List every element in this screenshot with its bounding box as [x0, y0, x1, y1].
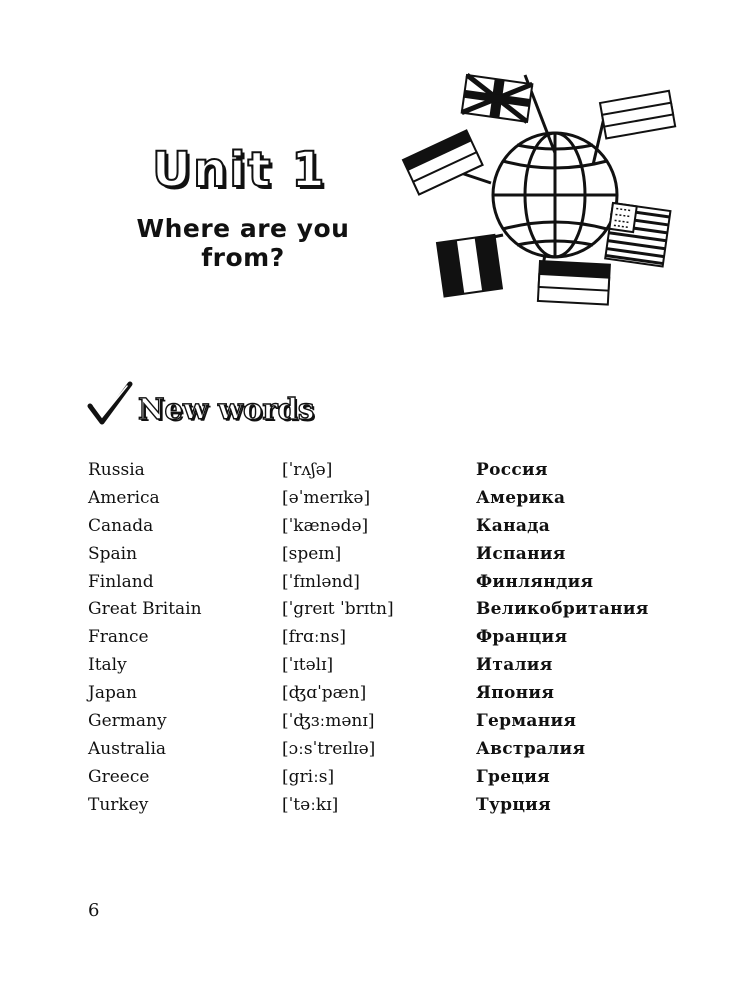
- russian-translation: Франция: [476, 627, 568, 648]
- vocabulary-row: [88, 680, 688, 708]
- russian-translation: Япония: [476, 683, 555, 704]
- vocabulary-row: [88, 596, 688, 624]
- unit-subtitle: Where are you from?: [136, 214, 350, 272]
- vocabulary-row: [88, 457, 688, 485]
- english-word: America: [88, 487, 160, 508]
- russian-translation: Австралия: [476, 738, 586, 759]
- transcription: [ˈʤɜːmənɪ]: [282, 711, 375, 732]
- section-title: New words: [138, 392, 315, 426]
- english-word: Great Britain: [88, 599, 202, 620]
- transcription: [ˈfɪnlənd]: [282, 571, 360, 592]
- vocabulary-row: [88, 764, 688, 792]
- russian-translation: Финляндия: [476, 571, 594, 592]
- transcription: [əˈmerɪkə]: [282, 487, 371, 508]
- vocabulary-row: [88, 569, 688, 597]
- english-word: Italy: [88, 655, 127, 676]
- transcription: [ˈrʌʃə]: [282, 460, 333, 480]
- globe-flags-illustration: [395, 65, 685, 325]
- russian-translation: Великобритания: [476, 599, 649, 620]
- usa-flag-icon: [605, 203, 670, 267]
- transcription: [ˈgreɪt ˈbrɪtn]: [282, 599, 394, 620]
- english-word: France: [88, 627, 149, 648]
- transcription: [ʤɑˈpæn]: [282, 683, 367, 704]
- russian-translation: Испания: [476, 543, 566, 564]
- russian-translation: Америка: [476, 487, 566, 508]
- russian-translation: Греция: [476, 766, 550, 787]
- vocabulary-row: [88, 624, 688, 652]
- tricolor-flag-icon: [403, 130, 491, 194]
- transcription: [ˈkænədə]: [282, 515, 369, 536]
- english-word: Russia: [88, 460, 145, 480]
- transcription: [ˈɪtəlɪ]: [282, 655, 334, 676]
- english-word: Greece: [88, 766, 150, 787]
- english-word: Australia: [88, 738, 167, 759]
- english-word: Turkey: [88, 794, 149, 815]
- vertical-tricolor-flag-icon: [437, 235, 503, 297]
- vocabulary-list: [88, 457, 688, 820]
- checkmark-icon: [86, 380, 134, 428]
- vocabulary-row: [88, 792, 688, 820]
- english-word: Canada: [88, 515, 154, 536]
- transcription: [ɔːsˈtreɪlɪə]: [282, 738, 376, 759]
- russian-translation: Канада: [476, 515, 551, 536]
- vocabulary-row: [88, 708, 688, 736]
- page-number: 6: [88, 900, 100, 921]
- english-word: Spain: [88, 543, 138, 564]
- transcription: [frɑːns]: [282, 627, 346, 648]
- english-word: Japan: [88, 683, 137, 704]
- russian-translation: Россия: [476, 460, 548, 480]
- striped-flag-icon: [593, 91, 675, 165]
- vocabulary-row: [88, 513, 688, 541]
- vocabulary-row: [88, 485, 688, 513]
- english-word: Germany: [88, 711, 167, 732]
- russian-translation: Турция: [476, 794, 551, 815]
- vocabulary-row: [88, 736, 688, 764]
- vocabulary-row: [88, 541, 688, 569]
- unit-title: Unit 1: [152, 142, 327, 198]
- horizontal-tricolor-flag-icon: [538, 255, 610, 305]
- vocabulary-row: [88, 652, 688, 680]
- russian-translation: Италия: [476, 655, 553, 676]
- russian-translation: Германия: [476, 711, 577, 732]
- transcription: [ˈtəːkɪ]: [282, 794, 339, 815]
- transcription: [griːs]: [282, 766, 335, 787]
- english-word: Finland: [88, 571, 154, 592]
- transcription: [speɪn]: [282, 543, 342, 564]
